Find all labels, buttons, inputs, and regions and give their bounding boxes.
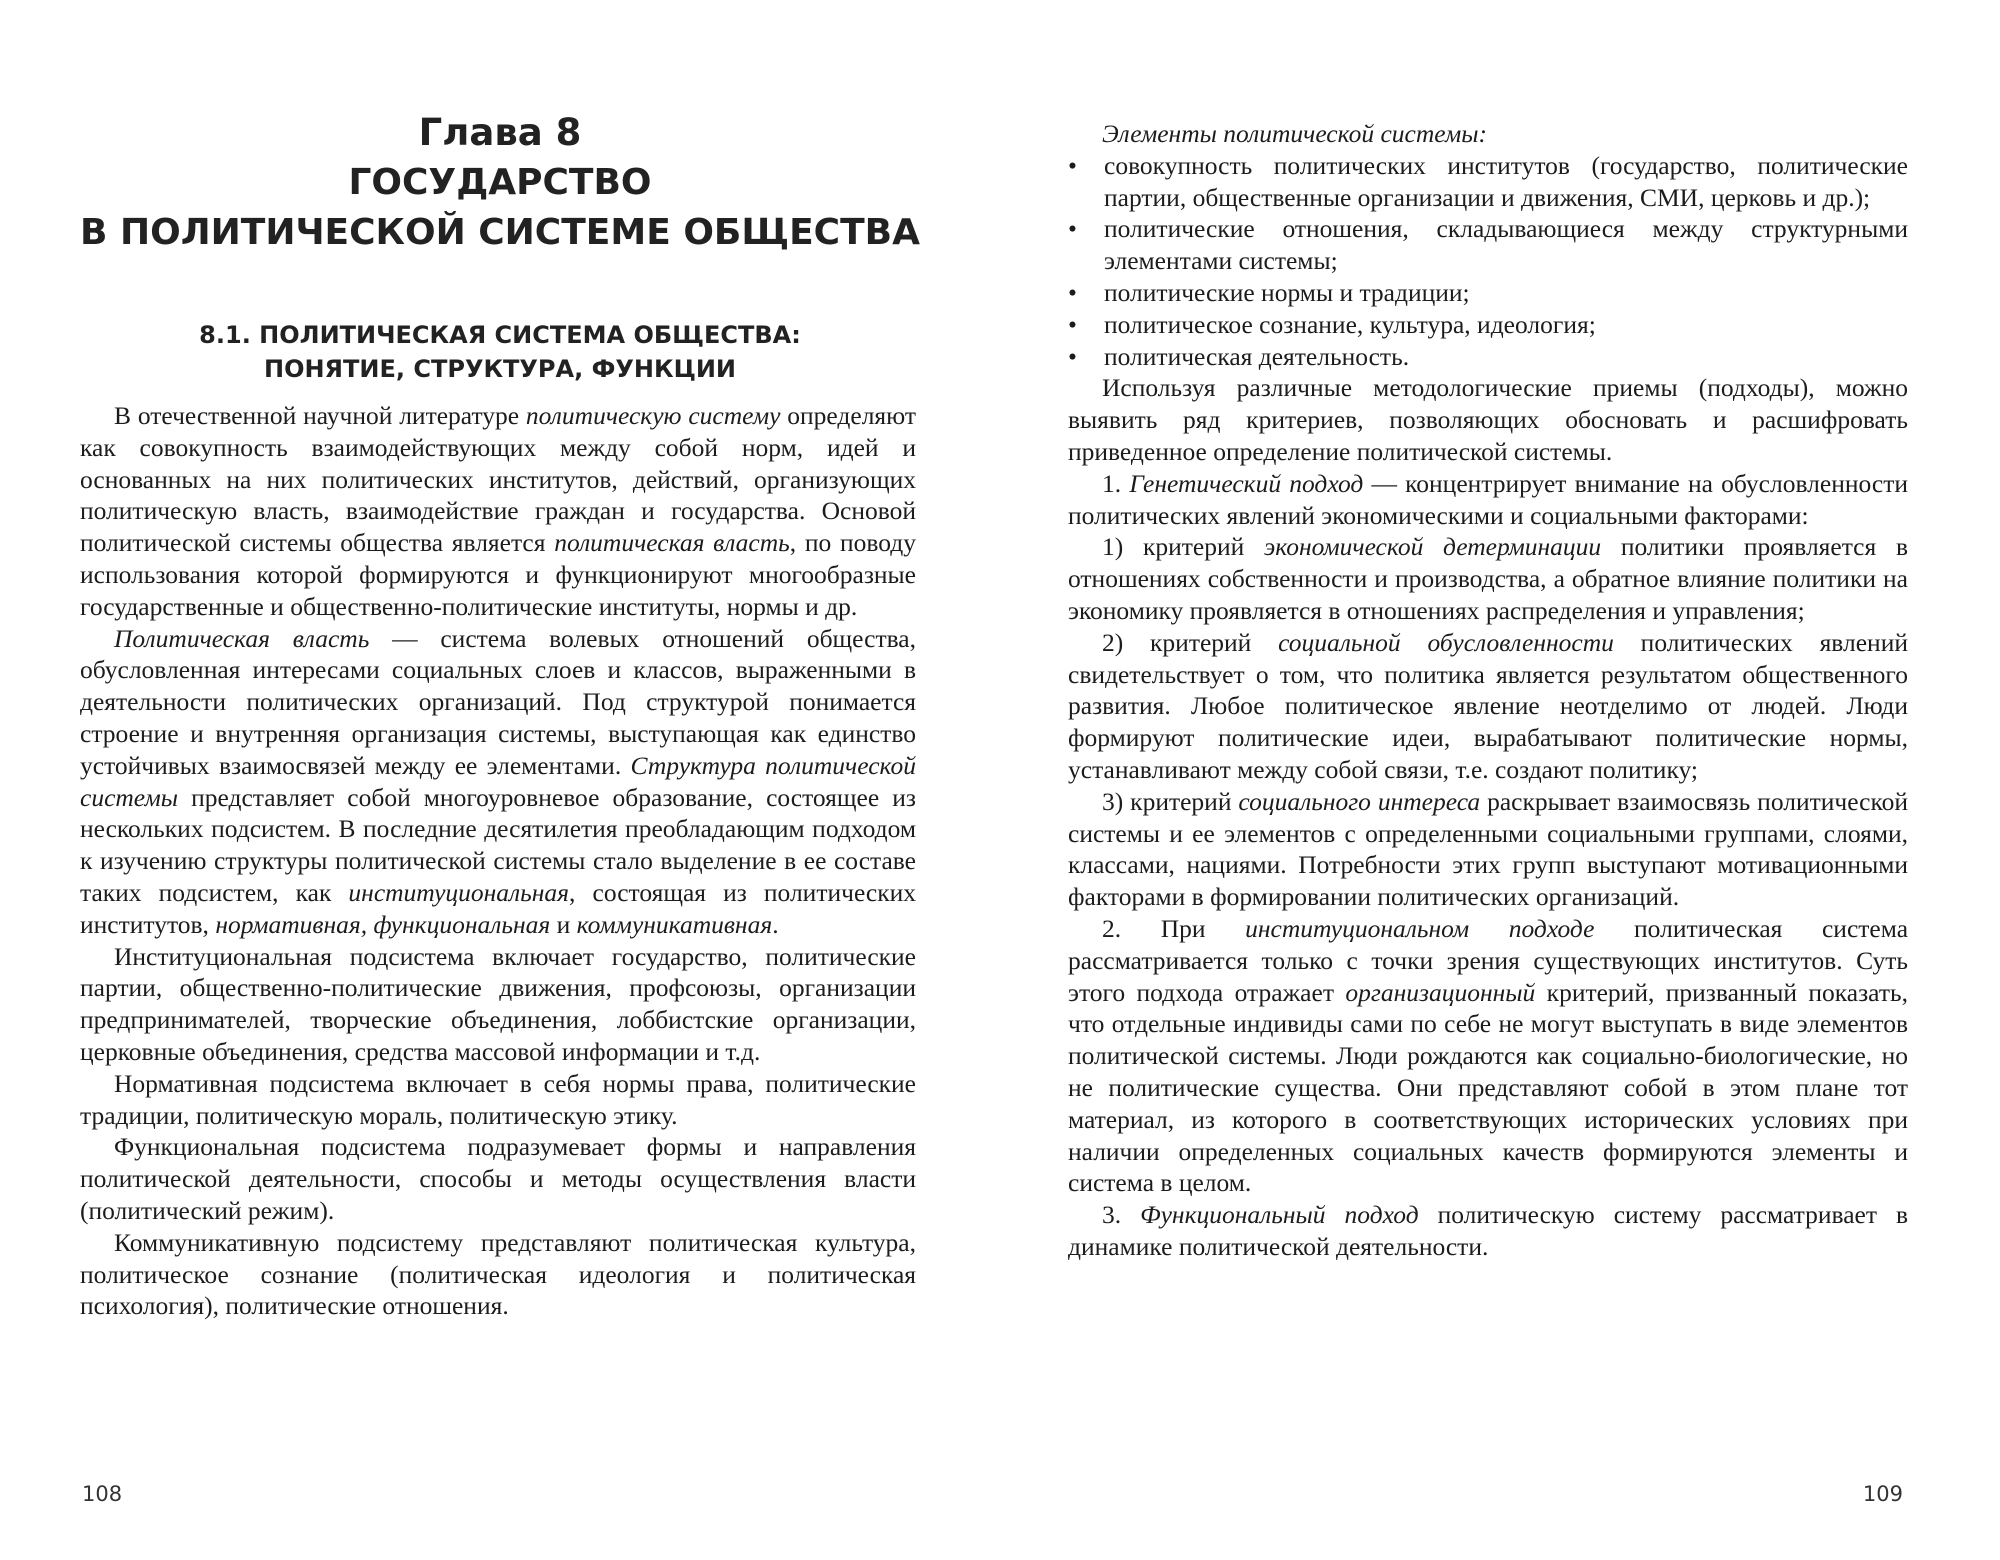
bullet-icon: • bbox=[1068, 277, 1077, 307]
list-item: • политические отношения, складывающиеся между структурными элементами системы; bbox=[1068, 214, 1908, 276]
chapter-title-line: ГОСУДАРСТВО bbox=[348, 162, 652, 203]
paragraph-functional-approach: 3. Функциональный подход политическую систему рассматривает в динамике политической деятельности. bbox=[1068, 1200, 1909, 1261]
chapter-label: Глава 8 bbox=[418, 111, 582, 154]
bullet-icon: • bbox=[1068, 150, 1077, 180]
chapter-title-line: В ПОЛИТИЧЕСКОЙ СИСТЕМЕ ОБЩЕСТВА bbox=[80, 212, 920, 253]
section-title-line: 8.1. ПОЛИТИЧЕСКАЯ СИСТЕМА ОБЩЕСТВА: bbox=[199, 321, 801, 349]
paragraph-methods: Используя различные методологические приемы (подходы), можно выявить ряд критериев, позволяющих обосновать и расшифровать приведенное определение политической системы. bbox=[1068, 373, 1908, 466]
paragraph-institutional-subsystem: Институциональная подсистема включает государство, политические партии, общественно-политические движения, профсоюзы, организации предпринимателей, творческие объединения, лоббистские организации, церковные объединения, средства массовой информации и т.д. bbox=[80, 941, 916, 1066]
bullet-icon: • bbox=[1068, 341, 1077, 371]
list-item: • политическое сознание, культура, идеология; bbox=[1068, 309, 1596, 339]
paragraph-functional-subsystem: Функциональная подсистема подразумевает формы и направления политической деятельности, способы и методы осуществления власти (политический режим). bbox=[80, 1132, 916, 1225]
paragraph-criterion-1: 1) критерий экономической детерминации политики проявляется в отношениях собственности и производства, а обратное влияние политики на экономику проявляется в отношениях распределения и управления; bbox=[1068, 532, 1908, 625]
paragraph-definition: В отечественной научной литературе политическую систему определяют как совокупность взаимодействующих между собой норм, идей и основанных на них политических институтов, действий, организующих политическую власть, взаимодействие граждан и государства. Основой политической системы общества является политическая власть, по поводу использования которой формируются и функционируют многообразные государственные и общественно-политические институты, нормы и др. bbox=[80, 401, 917, 621]
right-body-text bbox=[1068, 118, 1908, 1263]
paragraph-normative-subsystem: Нормативная подсистема включает в себя нормы права, политические традиции, политическую мораль, политическую этику. bbox=[80, 1068, 916, 1130]
paragraph-genetic-approach: 1. Генетический подход — концентрирует внимание на обусловленности политических явлений экономическими и социальными факторами: bbox=[1068, 468, 1908, 530]
paragraph-criterion-2: 2) критерий социальной обусловленности политических явлений свидетельствует о том, что политика является результатом общественного развития. Любое политическое явление неотделимо от людей. Люди формируют политические идеи, вырабатывают политические нормы, устанавливают между собой связи, т.е. создают политику; bbox=[1068, 627, 1908, 784]
left-body-text bbox=[80, 400, 916, 1322]
bullet-icon: • bbox=[1068, 214, 1077, 244]
paragraph-institutional-approach: 2. При институциональном подходе политическая система рассматривается только с точки зрения существующих институтов. Суть этого подхода отражает организационный критерий, призванный показать, что отдельные индивиды сами по себе не могут выступать в виде элементов политической системы. Люди рождаются как социально-биологические, но не политические существа. Они представляют собой в этом плане тот материал, из которого в соответствующих исторических условиях при наличии определенных социальных качеств формируются элементы и система в целом. bbox=[1068, 913, 1909, 1198]
elements-list bbox=[1068, 150, 1908, 373]
paragraph-communicative-subsystem: Коммуникативную подсистему представляют политическая культура, политическое сознание (политическая идеология и политическая психология), политические отношения. bbox=[80, 1227, 916, 1321]
paragraph-political-power: Политическая власть — система волевых отношений общества, обусловленная интересами социальных слоев и классов, выраженными в деятельности политических организаций. Под структурой понимается строение и внутренняя организация системы, выступающая как единство устойчивых взаимосвязей между ее элементами. Структура политической системы представляет собой многоуровневое образование, состоящее из нескольких подсистем. В последние десятилетия преобладающим подходом к изучению структуры политической системы стало выделение в ее составе таких подсистем, как институциональная, состоящая из политических институтов, нормативная, функциональная и коммуникативная. bbox=[80, 623, 916, 939]
paragraph-criterion-3: 3) критерий социального интереса раскрывает взаимосвязь политической системы и ее элементов с определенными социальными группами, слоями, классами, нациями. Потребности этих групп выступают мотивационными факторами в формировании политических организаций. bbox=[1068, 786, 1908, 912]
page-number: 109 bbox=[1862, 1482, 1903, 1506]
elements-heading: Элементы политической системы: bbox=[1102, 119, 1487, 148]
list-item: • совокупность политических институтов (государство, политические партии, общественные организации и движения, СМИ, церковь и др.); bbox=[1068, 150, 1908, 212]
bullet-icon: • bbox=[1068, 309, 1077, 339]
list-item: • политическая деятельность. bbox=[1068, 341, 1410, 371]
right-page bbox=[1000, 0, 2000, 1560]
section-title bbox=[0, 318, 1000, 386]
section-title-line: ПОНЯТИЕ, СТРУКТУРА, ФУНКЦИИ bbox=[263, 355, 737, 383]
page-number: 108 bbox=[82, 1482, 123, 1506]
chapter-title bbox=[0, 158, 1000, 258]
list-item: • политические нормы и традиции; bbox=[1068, 277, 1470, 307]
